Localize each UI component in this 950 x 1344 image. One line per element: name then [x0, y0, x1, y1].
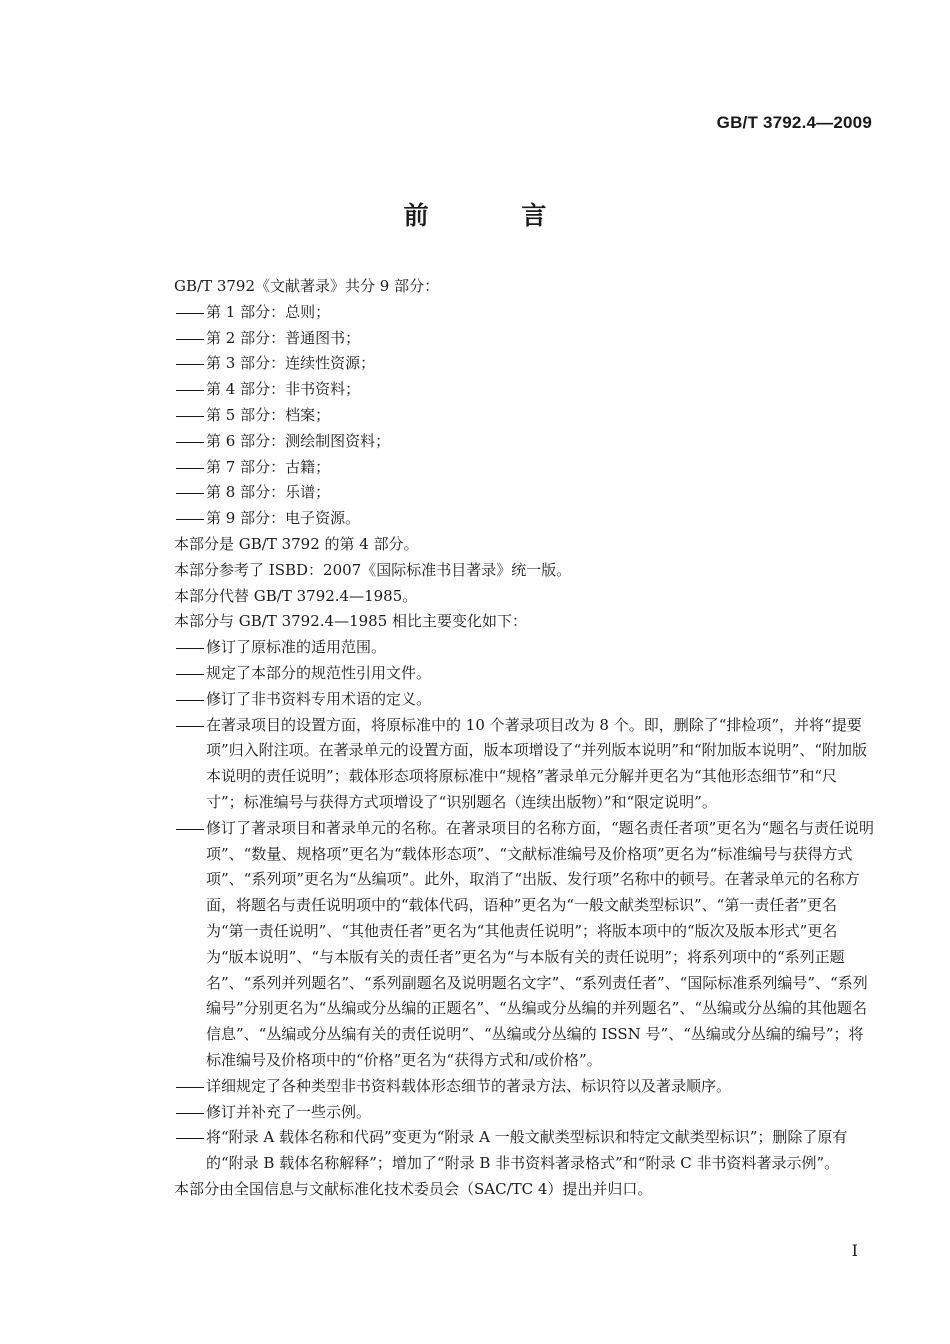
change-text: 修订并补充了一些示例。	[206, 1102, 372, 1121]
list-item	[174, 687, 874, 713]
standard-code: GB/T 3792.4—2009	[716, 113, 872, 132]
change-text: 在著录项目的设置方面，将原标准中的 10 个著录项目改为 8 个。即，删除了“排检项”，并将“提要项”归入附注项。在著录单元的设置方面，版本项增设了“并列版本说明”和“附加版本说明”、“附加版本说明的责任说明”；载体形态项将原标准中“规格”著录单元分解并更名为“其他形态细节”和“尺寸”；标准编号与获得方式项增设了“识别题名（连续出版物）”和“限定说明”。	[206, 715, 868, 811]
part-label: 第 2 部分：普通图书；	[206, 328, 361, 347]
part-label: 第 1 部分：总则；	[206, 302, 331, 321]
part-label: 第 3 部分：连续性资源；	[206, 354, 376, 373]
statement-paragraph: 本部分是 GB/T 3792 的第 4 部分。	[174, 534, 419, 553]
part-label: 第 9 部分：电子资源。	[206, 509, 361, 528]
list-item	[174, 480, 874, 506]
parts-list	[174, 300, 874, 532]
part-label: 第 6 部分：测绘制图资料；	[206, 431, 391, 450]
statement-paragraph: 本部分与 GB/T 3792.4—1985 相比主要变化如下：	[174, 612, 528, 631]
list-item	[174, 326, 874, 352]
part-label: 第 7 部分：古籍；	[206, 457, 331, 476]
part-label: 第 5 部分：档案；	[206, 405, 331, 424]
statement-paragraph: 本部分参考了 ISBD：2007《国际标准书目著录》统一版。	[174, 560, 572, 579]
page-title: 前 言	[403, 201, 589, 230]
change-text: 详细规定了各种类型非书资料载体形态细节的著录方法、标识符以及著录顺序。	[206, 1076, 732, 1095]
part-label: 第 4 部分：非书资料；	[206, 380, 361, 399]
change-text: 修订了非书资料专用术语的定义。	[206, 689, 432, 708]
list-item	[174, 713, 874, 816]
closing-paragraph: 本部分由全国信息与文献标准化技术委员会（SAC/TC 4）提出并归口。	[174, 1179, 653, 1198]
list-item	[174, 635, 874, 661]
list-item	[174, 351, 874, 377]
change-text: 规定了本部分的规范性引用文件。	[206, 663, 432, 682]
list-item	[174, 506, 874, 532]
intro-paragraph: GB/T 3792《文献著录》共分 9 部分：	[174, 277, 440, 295]
list-item	[174, 816, 874, 1074]
list-item	[174, 1074, 874, 1100]
list-item	[174, 661, 874, 687]
page-number: I	[851, 1241, 858, 1260]
change-text: 修订了原标准的适用范围。	[206, 638, 387, 657]
list-item	[174, 1100, 874, 1126]
change-text: 将“附录 A 载体名称和代码”变更为“附录 A 一般文献类型标识和特定文献类型标识”；删除了原有的“附录 B 载体名称解释”；增加了“附录 B 非书资料著录格式”和“附录 C 非书资料著录示例”。	[206, 1128, 848, 1173]
list-item	[174, 455, 874, 481]
list-item	[174, 377, 874, 403]
list-item	[174, 300, 874, 326]
list-item	[174, 403, 874, 429]
statement-paragraph: 本部分代替 GB/T 3792.4—1985。	[174, 586, 418, 605]
foreword-body	[174, 274, 874, 1203]
part-label: 第 8 部分：乐谱；	[206, 483, 331, 502]
change-text: 修订了著录项目和著录单元的名称。在著录项目的名称方面，“题名责任者项”更名为“题名与责任说明项”、“数量、规格项”更名为“载体形态项”、“文献标准编号及价格项”更名为“标准编号与获得方式项”、“系列项”更名为“丛编项”。此外，取消了“出版、发行项”名称中的顿号。在著录单元的名称方面，将题名与责任说明项中的“载体代码，语种”更名为“一般文献类型标识”、“第一责任者”更名为“第一责任说明”、“其他责任者”更名为“其他责任说明”；将版本项中的“版次及版本形式”更名为“版本说明”、“与本版有关的责任者”更名为“与本版有关的责任说明”；将系列项中的“系列正题名”、“系列并列题名”、“系列副题名及说明题名文字”、“系列责任者”、“国际标准系列编号”、“系列编号”分别更名为“丛编或分丛编的正题名”、“丛编或分丛编的并列题名”、“丛编或分丛编的其他题名信息”、“丛编或分丛编有关的责任说明”、“丛编或分丛编的 ISSN 号”、“丛编或分丛编的编号”；将标准编号及价格项中的“价格”更名为“获得方式和/或价格”。	[206, 818, 875, 1069]
list-item	[174, 429, 874, 455]
list-item	[174, 1125, 874, 1177]
changes-list	[174, 635, 874, 1177]
